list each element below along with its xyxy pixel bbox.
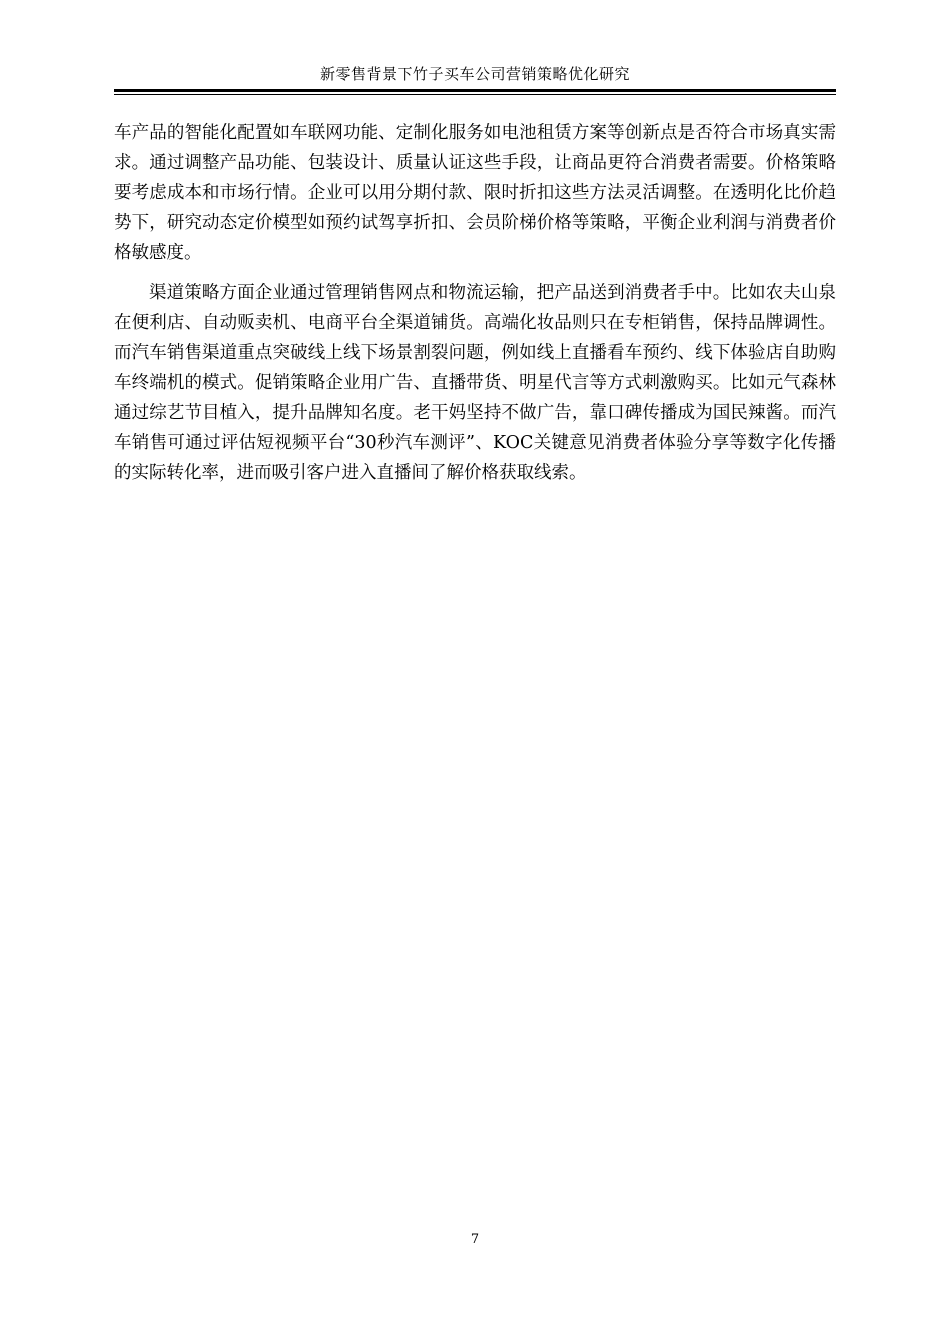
body-text [114,118,836,488]
paragraph-continued: 车产品的智能化配置如车联网功能、定制化服务如电池租赁方案等创新点是否符合市场真实需求。通过调整产品功能、包装设计、质量认证这些手段，让商品更符合消费者需要。价格策略要考虑成本和市场行情。企业可以用分期付款、限时折扣这些方法灵活调整。在透明化比价趋势下，研究动态定价模型如预约试驾享折扣、会员阶梯价格等策略，平衡企业利润与消费者价格敏感度。 [114,123,836,263]
running-header-title: 新零售背景下竹子买车公司营销策略优化研究 [319,65,630,83]
header-rule-thin [114,94,836,95]
header-rule-thick [114,89,836,92]
page-number: 7 [470,1232,480,1247]
paragraph-channel-strategy: 渠道策略方面企业通过管理销售网点和物流运输，把产品送到消费者手中。比如农夫山泉在便利店、自动贩卖机、电商平台全渠道铺货。高端化妆品则只在专柜销售，保持品牌调性。而汽车销售渠道重点突破线上线下场景割裂问题，例如线上直播看车预约、线下体验店自助购车终端机的模式。促销策略企业用广告、直播带货、明星代言等方式刺激购买。比如元气森林通过综艺节目植入，提升品牌知名度。老干妈坚持不做广告，靠口碑传播成为国民辣酱。而汽车销售可通过评估短视频平台“30秒汽车测评”、KOC关键意见消费者体验分享等数字化传播的实际转化率，进而吸引客户进入直播间了解价格获取线索。 [114,283,836,483]
